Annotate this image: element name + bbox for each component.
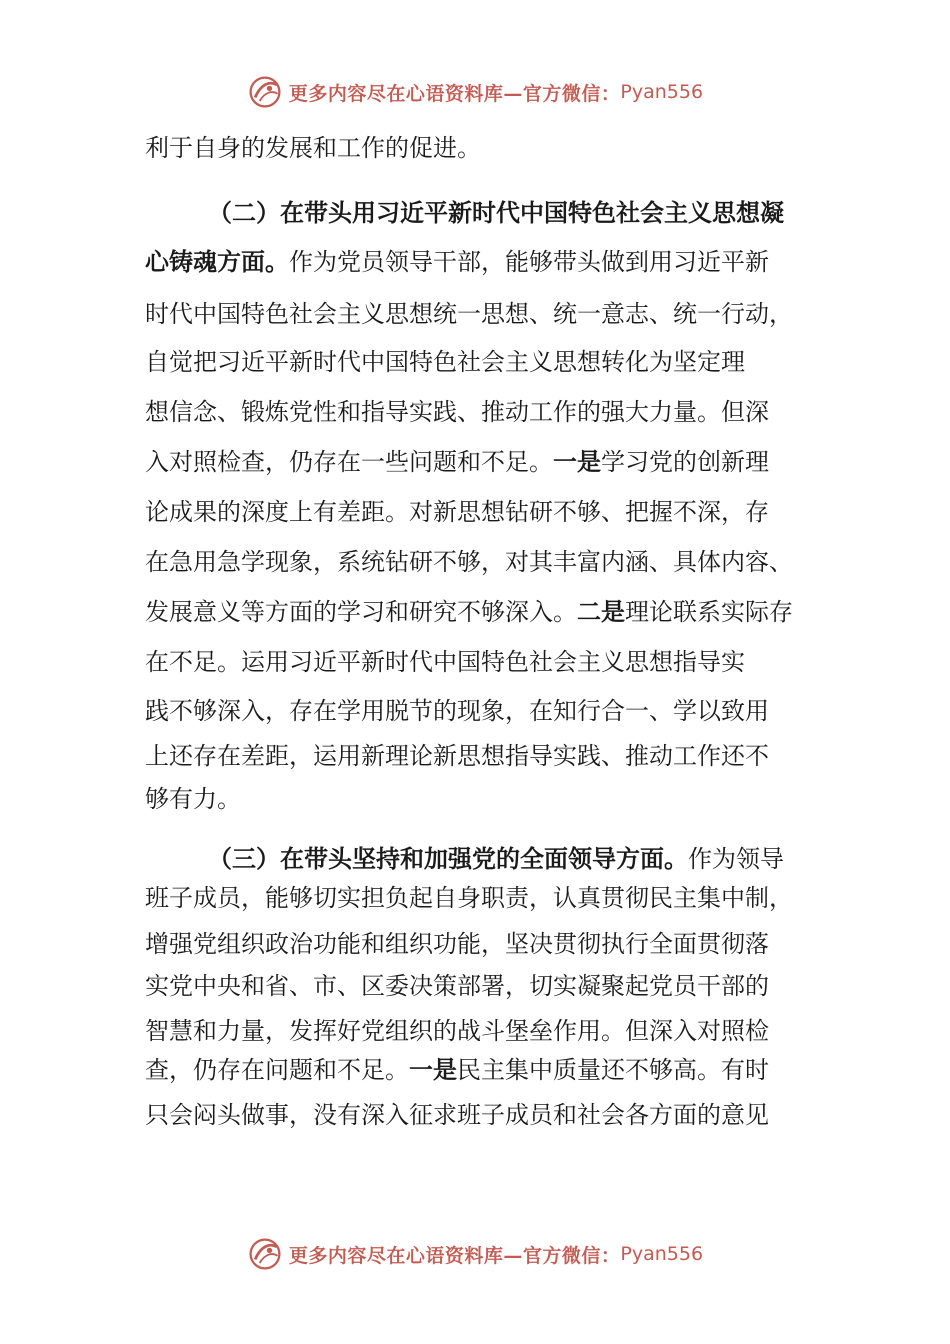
text-segment: 只会闷头做事，没有深入征求班子成员和社会各方面的意见 bbox=[145, 1101, 769, 1129]
text-line bbox=[145, 346, 745, 378]
text-segment: 上还存在差距，运用新理论新思想指导实践、推动工作还不 bbox=[145, 742, 769, 770]
text-line bbox=[208, 197, 784, 229]
bold-text-segment: 一是 bbox=[553, 448, 601, 476]
text-line bbox=[145, 132, 481, 164]
text-line bbox=[145, 1099, 769, 1131]
text-line bbox=[208, 843, 784, 875]
text-line bbox=[145, 783, 241, 815]
text-line bbox=[145, 596, 793, 628]
text-segment: 智慧和力量，发挥好党组织的战斗堡垒作用。但深入对照检 bbox=[145, 1017, 769, 1045]
text-segment: 查，仍存在问题和不足。 bbox=[145, 1056, 409, 1084]
text-line bbox=[145, 546, 793, 578]
watermark-wechat-id: Pyan556 bbox=[620, 81, 704, 103]
text-segment: 践不够深入，存在学用脱节的现象，在知行合一、学以致用 bbox=[145, 697, 769, 725]
text-line bbox=[145, 646, 745, 678]
bold-text-segment: （二）在带头用习近平新时代中国特色社会主义思想凝 bbox=[208, 199, 784, 227]
text-segment: 发展意义等方面的学习和研究不够深入。 bbox=[145, 598, 577, 626]
text-line bbox=[145, 695, 769, 727]
text-line bbox=[145, 496, 769, 528]
text-segment: 时代中国特色社会主义思想统一思想、统一意志、统一行动， bbox=[145, 300, 793, 328]
text-segment: 理论联系实际存 bbox=[625, 598, 793, 626]
text-line bbox=[145, 396, 769, 428]
text-segment: 实党中央和省、市、区委决策部署，切实凝聚起党员干部的 bbox=[145, 972, 769, 1000]
text-line bbox=[145, 246, 769, 278]
text-segment: 够有力。 bbox=[145, 785, 241, 813]
brand-logo-icon bbox=[247, 74, 283, 110]
text-line bbox=[145, 446, 769, 478]
text-segment: 班子成员，能够切实担负起自身职责，认真贯彻民主集中制， bbox=[145, 884, 793, 912]
watermark-wechat-id: Pyan556 bbox=[620, 1243, 704, 1265]
text-line bbox=[145, 1015, 769, 1047]
bold-text-segment: 一是 bbox=[409, 1056, 457, 1084]
text-segment: 民主集中质量还不够高。有时 bbox=[457, 1056, 769, 1084]
watermark-text: 更多内容尽在心语资料库—官方微信： bbox=[288, 82, 621, 105]
bold-text-segment: （三）在带头坚持和加强党的全面领导方面。 bbox=[208, 845, 688, 873]
text-line bbox=[145, 970, 769, 1002]
text-segment: 想信念、锻炼党性和指导实践、推动工作的强大力量。但深 bbox=[145, 398, 769, 426]
watermark-top bbox=[0, 70, 950, 114]
watermark-text: 更多内容尽在心语资料库—官方微信： bbox=[288, 1244, 621, 1267]
text-line bbox=[145, 1054, 769, 1086]
text-segment: 入对照检查，仍存在一些问题和不足。 bbox=[145, 448, 553, 476]
text-line bbox=[145, 882, 793, 914]
text-line bbox=[145, 298, 793, 330]
text-segment: 在不足。运用习近平新时代中国特色社会主义思想指导实 bbox=[145, 648, 745, 676]
text-segment: 作为党员领导干部，能够带头做到用习近平新 bbox=[289, 248, 769, 276]
text-segment: 在急用急学现象，系统钻研不够，对其丰富内涵、具体内容、 bbox=[145, 548, 793, 576]
bold-text-segment: 二是 bbox=[577, 598, 625, 626]
text-segment: 论成果的深度上有差距。对新思想钻研不够、把握不深，存 bbox=[145, 498, 769, 526]
text-segment: 利于自身的发展和工作的促进。 bbox=[145, 134, 481, 162]
brand-logo-icon bbox=[247, 1236, 283, 1272]
text-segment: 增强党组织政治功能和组织功能，坚决贯彻执行全面贯彻落 bbox=[145, 930, 769, 958]
text-line bbox=[145, 928, 769, 960]
watermark-bottom bbox=[0, 1232, 950, 1276]
text-segment: 学习党的创新理 bbox=[601, 448, 769, 476]
text-line bbox=[145, 740, 769, 772]
text-segment: 作为领导 bbox=[688, 845, 784, 873]
text-segment: 自觉把习近平新时代中国特色社会主义思想转化为坚定理 bbox=[145, 348, 745, 376]
bold-text-segment: 心铸魂方面。 bbox=[145, 248, 289, 276]
